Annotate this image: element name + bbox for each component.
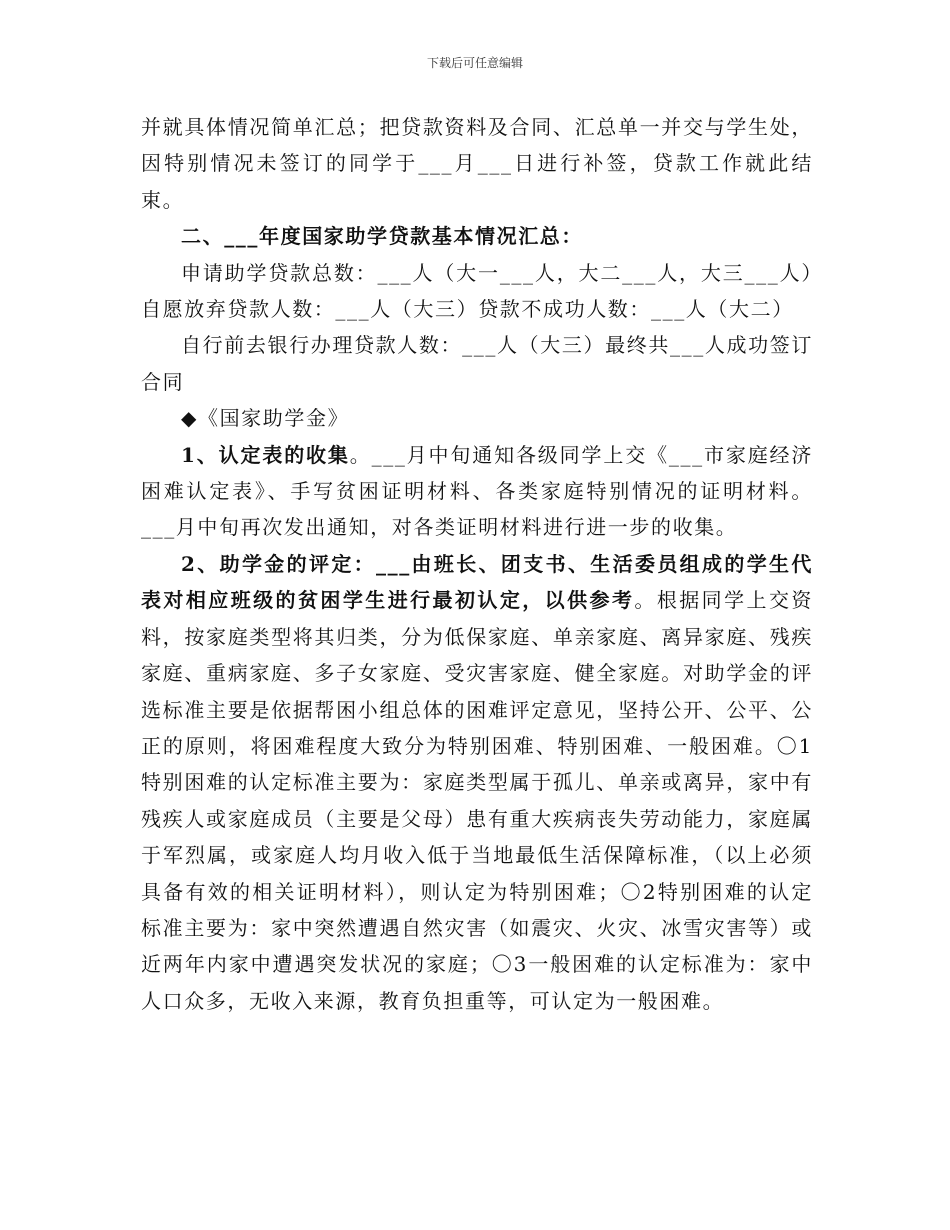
paragraph-form-collection [141,437,813,546]
form-collection-text: 。___月中旬通知各级同学上交《___市家庭经济困难认定表》、手写贫困证明材料、各类家庭特别情况的证明材料。___月中旬再次发出通知，对各类证明材料进行进一步的收集。 [141,442,814,540]
paragraph-loan-counts: 申请助学贷款总数：___人（大一___人，大二___人，大三___人）自愿放弃贷款人数：___人（大三）贷款不成功人数：___人（大二） [141,260,813,322]
grant-evaluation-title: 2、助学金的评定：___由班长、团支书、生活委员组成的学生代表对相应班级的贫困学生进行最初认定，以供参考 [141,551,813,613]
form-collection-title: 1、认定表的收集 [181,442,350,467]
page-header: 下载后可任意编辑 [426,56,523,70]
paragraph-grant-evaluation [141,546,813,1019]
section-heading-grant: ◆《国家助学金》 [181,406,350,431]
section-heading-loan-stats: 二、___年度国家助学贷款基本情况汇总： [181,224,583,249]
paragraph-loan-summary: 并就具体情况简单汇总；把贷款资料及合同、汇总单一并交与学生处，因特别情况未签订的同学于___月___日进行补签，贷款工作就此结束。 [141,115,813,212]
grant-evaluation-text: 。根据同学上交资料，按家庭类型将其归类，分为低保家庭、单亲家庭、离异家庭、残疾家庭、重病家庭、多子女家庭、受灾害家庭、健全家庭。对助学金的评选标准主要是依据帮困小组总体的困难评定意见，坚持公开、公平、公正的原则，将困难程度大致分为特别困难、特别困难、一般困难。〇1特别困难的认定标准主要为：家庭类型属于孤儿、单亲或离异，家中有残疾人或家庭成员（主要是父母）患有重大疾病丧失劳动能力，家庭属于军烈属，或家庭人均月收入低于当地最低生活保障标准，（以上必须具备有效的相关证明材料），则认定为特别困难；〇2特别困难的认定标准主要为：家中突然遭遇自然灾害（如震灾、火灾、冰雪灾害等）或近两年内家中遭遇突发状况的家庭；〇3一般困难的认定标准为：家中人口众多，无收入来源，教育负担重等，可认定为一般困难。 [141,588,813,1013]
document-body [141,109,813,1019]
paragraph-bank-loans: 自行前去银行办理贷款人数：___人（大三）最终共___人成功签订合同 [141,333,813,394]
